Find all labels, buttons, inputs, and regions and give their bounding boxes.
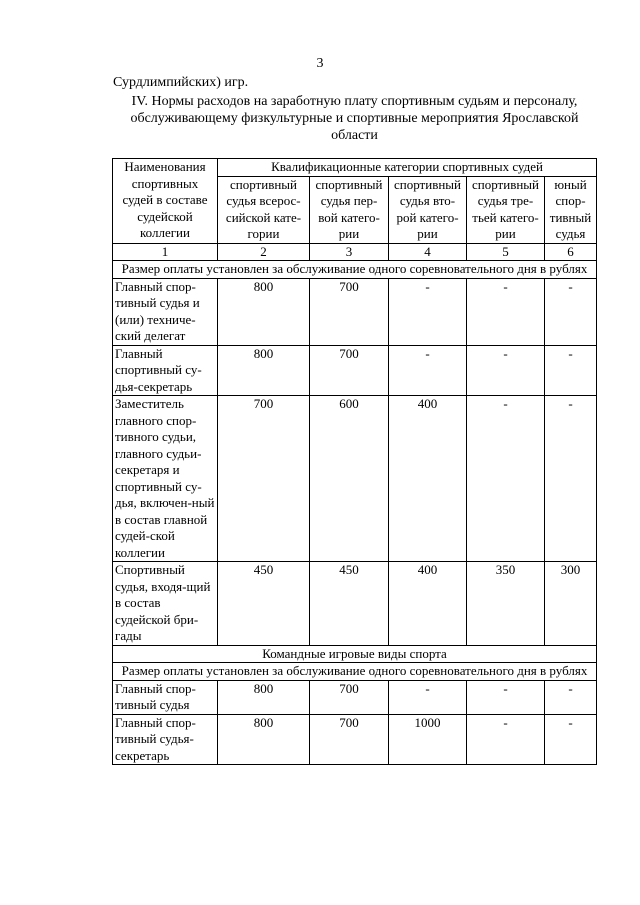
continuation-text: Сурдлимпийских) игр. — [113, 75, 249, 90]
row-name: Главный спор-тивный судья и (или) техниче-ский делегат — [113, 278, 218, 345]
table-row — [113, 680, 597, 714]
index-cell: 3 — [310, 243, 389, 261]
row-name: Главный спор-тивный судья — [113, 680, 218, 714]
value-cell: - — [389, 680, 467, 714]
value-cell: - — [467, 278, 545, 345]
page-number: 3 — [316, 56, 324, 71]
value-cell: 600 — [310, 396, 389, 562]
value-cell: 1000 — [389, 714, 467, 765]
value-cell: 800 — [218, 714, 310, 765]
column-header-category: спортивный судья пер-вой катего-рии — [310, 176, 389, 243]
value-cell: 800 — [218, 345, 310, 396]
value-cell: 400 — [389, 562, 467, 646]
value-cell: - — [389, 278, 467, 345]
value-cell: - — [545, 714, 597, 765]
row-name: Главный спортивный су-дья-секретарь — [113, 345, 218, 396]
table-row — [113, 396, 597, 562]
value-cell: 800 — [218, 680, 310, 714]
column-header-category: юный спор-тивный судья — [545, 176, 597, 243]
value-cell: - — [545, 278, 597, 345]
value-cell: - — [467, 396, 545, 562]
value-cell: - — [467, 714, 545, 765]
section-heading: IV. Нормы расходов на заработную плату спортивным судьям и персоналу, обслуживающему физкультурные и спортивные мероприятия Ярославской области — [130, 94, 579, 143]
section-title: Размер оплаты установлен за обслуживание одного соревновательного дня в рублях — [113, 261, 597, 279]
value-cell: 350 — [467, 562, 545, 646]
value-cell: - — [467, 680, 545, 714]
value-cell: - — [545, 680, 597, 714]
value-cell: 700 — [310, 714, 389, 765]
column-header-category: спортивный судья всерос-сийской кате-гории — [218, 176, 310, 243]
value-cell: 700 — [310, 680, 389, 714]
value-cell: 400 — [389, 396, 467, 562]
column-header-names: Наименования спортивных судей в составе судейской коллегии — [113, 159, 218, 244]
table-row — [113, 714, 597, 765]
value-cell: - — [545, 396, 597, 562]
index-cell: 6 — [545, 243, 597, 261]
value-cell: 700 — [310, 345, 389, 396]
column-header-category: спортивный судья тре-тьей катего-рии — [467, 176, 545, 243]
value-cell: - — [389, 345, 467, 396]
row-name: Главный спор-тивный судья-секретарь — [113, 714, 218, 765]
section-subtitle: Размер оплаты установлен за обслуживание одного соревновательного дня в рублях — [113, 663, 597, 681]
table-row — [113, 345, 597, 396]
value-cell: 800 — [218, 278, 310, 345]
value-cell: 300 — [545, 562, 597, 646]
value-cell: 700 — [218, 396, 310, 562]
index-cell: 2 — [218, 243, 310, 261]
index-cell: 4 — [389, 243, 467, 261]
referee-pay-table — [112, 158, 597, 765]
index-cell: 5 — [467, 243, 545, 261]
section-title: Командные игровые виды спорта — [113, 645, 597, 663]
table-row — [113, 562, 597, 646]
value-cell: 450 — [218, 562, 310, 646]
value-cell: 450 — [310, 562, 389, 646]
value-cell: 700 — [310, 278, 389, 345]
index-cell: 1 — [113, 243, 218, 261]
row-name: Заместитель главного спор-тивного судьи, главного судьи-секретаря и спортивный су-дья, включен-ный в состав главной судей-ской коллегии — [113, 396, 218, 562]
value-cell: - — [545, 345, 597, 396]
column-group-header: Квалификационные категории спортивных судей — [218, 159, 597, 177]
index-row — [113, 243, 597, 261]
table-row — [113, 278, 597, 345]
column-header-category: спортивный судья вто-рой катего-рии — [389, 176, 467, 243]
value-cell: - — [467, 345, 545, 396]
row-name: Спортивный судья, входя-щий в состав судейской бри-гады — [113, 562, 218, 646]
